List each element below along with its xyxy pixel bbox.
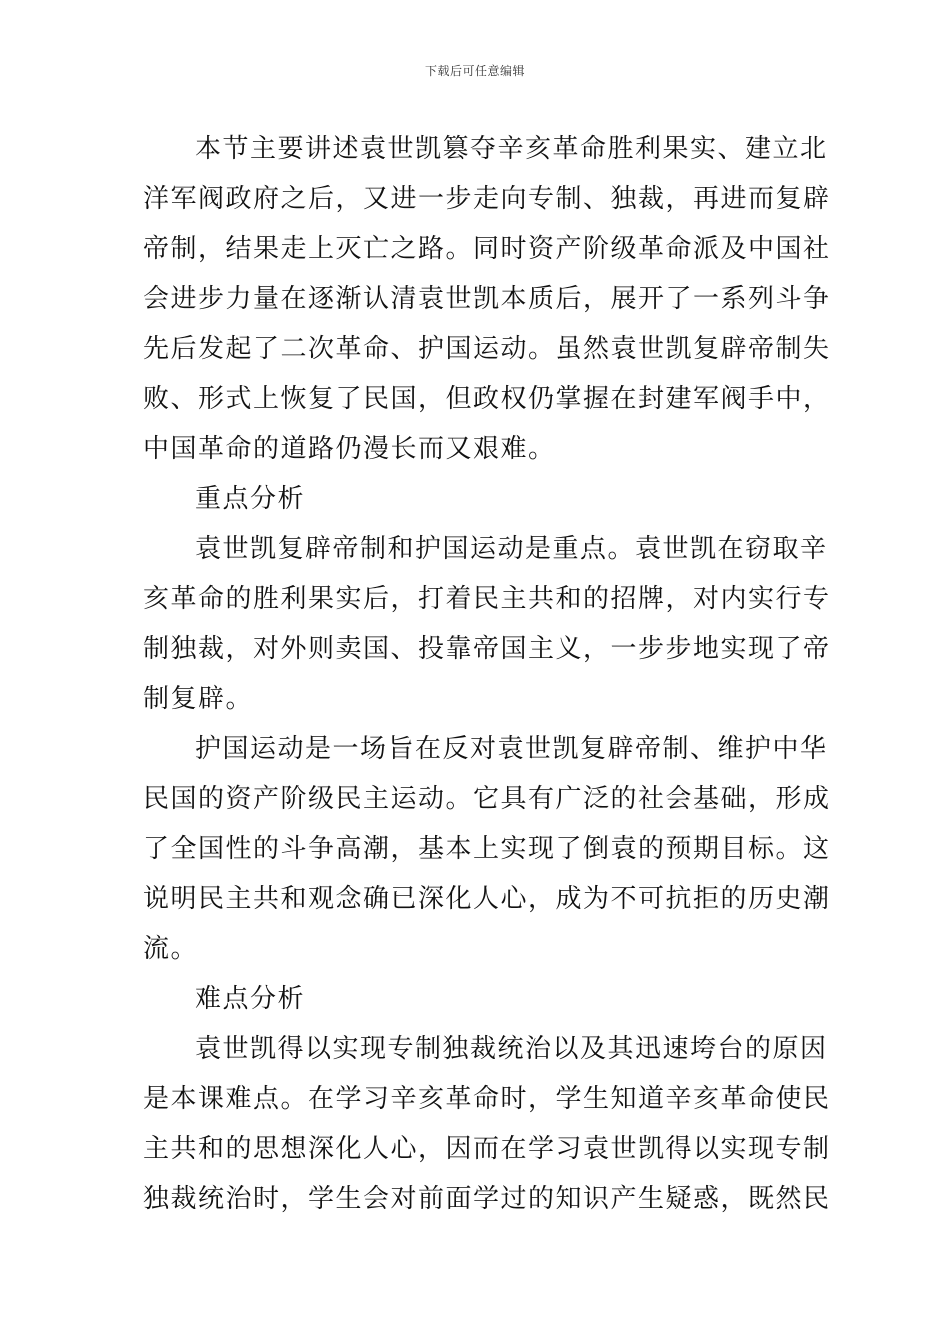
text-line: 洋军阀政府之后，又进一步走向专制、独裁，再进而复辟: [143, 184, 831, 214]
text-line: 独裁统治时，学生会对前面学过的知识产生疑惑，既然民: [143, 1184, 831, 1214]
text-line: 中国革命的道路仍漫长而又艰难。: [143, 434, 556, 464]
text-line: 袁世凯得以实现专制独裁统治以及其迅速垮台的原因: [195, 1034, 828, 1064]
text-line: 制独裁，对外则卖国、投靠帝国主义，一步步地实现了帝: [143, 634, 831, 664]
text-line: 难点分析: [195, 984, 306, 1014]
text-line: 制复辟。: [143, 684, 254, 714]
text-line: 先后发起了二次革命、护国运动。虽然袁世凯复辟帝制失: [143, 334, 831, 364]
text-line: 帝制，结果走上灭亡之路。同时资产阶级革命派及中国社: [143, 234, 831, 264]
text-line: 袁世凯复辟帝制和护国运动是重点。袁世凯在窃取辛: [195, 534, 828, 564]
text-line: 败、形式上恢复了民国，但政权仍掌握在封建军阀手中，: [143, 384, 831, 414]
text-line: 会进步力量在逐渐认清袁世凯本质后，展开了一系列斗争: [143, 284, 831, 314]
text-line: 重点分析: [195, 484, 306, 514]
text-line: 主共和的思想深化人心，因而在学习袁世凯得以实现专制: [143, 1134, 831, 1164]
text-line: 本节主要讲述袁世凯篡夺辛亥革命胜利果实、建立北: [195, 134, 828, 164]
text-line: 护国运动是一场旨在反对袁世凯复辟帝制、维护中华: [195, 734, 828, 764]
document-body: [143, 124, 831, 1224]
text-line: 流。: [143, 934, 199, 964]
text-line: 亥革命的胜利果实后，打着民主共和的招牌，对内实行专: [143, 584, 831, 614]
text-line: 是本课难点。在学习辛亥革命时，学生知道辛亥革命使民: [143, 1084, 831, 1114]
text-line: 民国的资产阶级民主运动。它具有广泛的社会基础，形成: [143, 784, 831, 814]
text-line: 了全国性的斗争高潮，基本上实现了倒袁的预期目标。这: [143, 834, 831, 864]
page-header-note: 下载后可任意编辑: [424, 64, 525, 78]
text-line: 说明民主共和观念确已深化人心，成为不可抗拒的历史潮: [143, 884, 831, 914]
